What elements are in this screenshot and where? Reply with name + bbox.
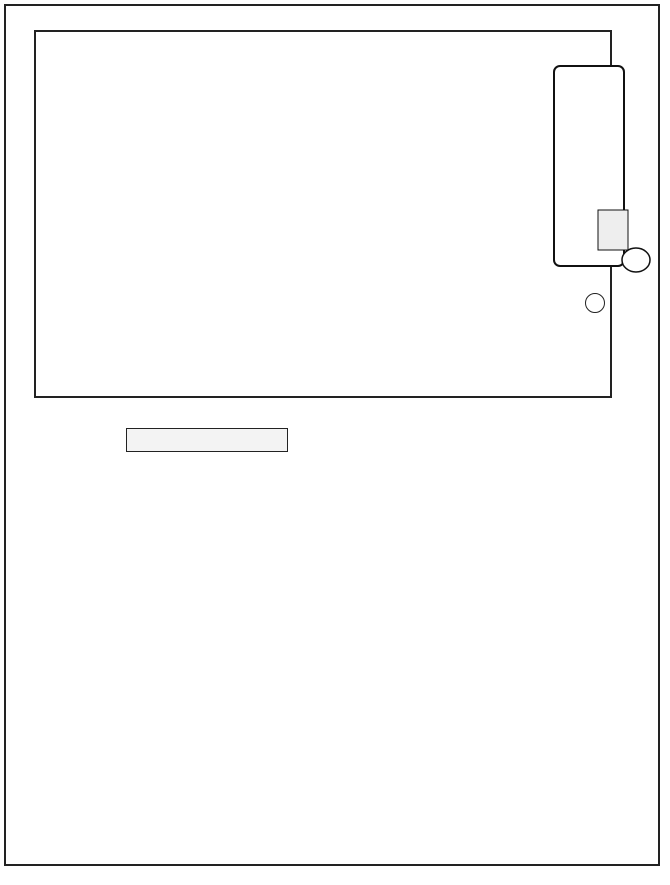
stats-table xyxy=(40,186,250,201)
article-text-lines xyxy=(260,62,400,332)
article-text-lines-lower xyxy=(346,300,536,820)
col-tochiotome xyxy=(110,186,180,201)
article-body-columns xyxy=(260,62,400,332)
table-corner xyxy=(40,186,110,201)
production-chart xyxy=(40,46,238,164)
questions-block xyxy=(40,458,340,488)
issue-number xyxy=(585,293,605,313)
nie-worksheet-logo xyxy=(544,60,656,290)
questions-title xyxy=(126,428,288,452)
thumb-icon xyxy=(622,248,650,272)
col-skyberry xyxy=(180,186,250,201)
article-body-columns-lower xyxy=(346,300,536,820)
